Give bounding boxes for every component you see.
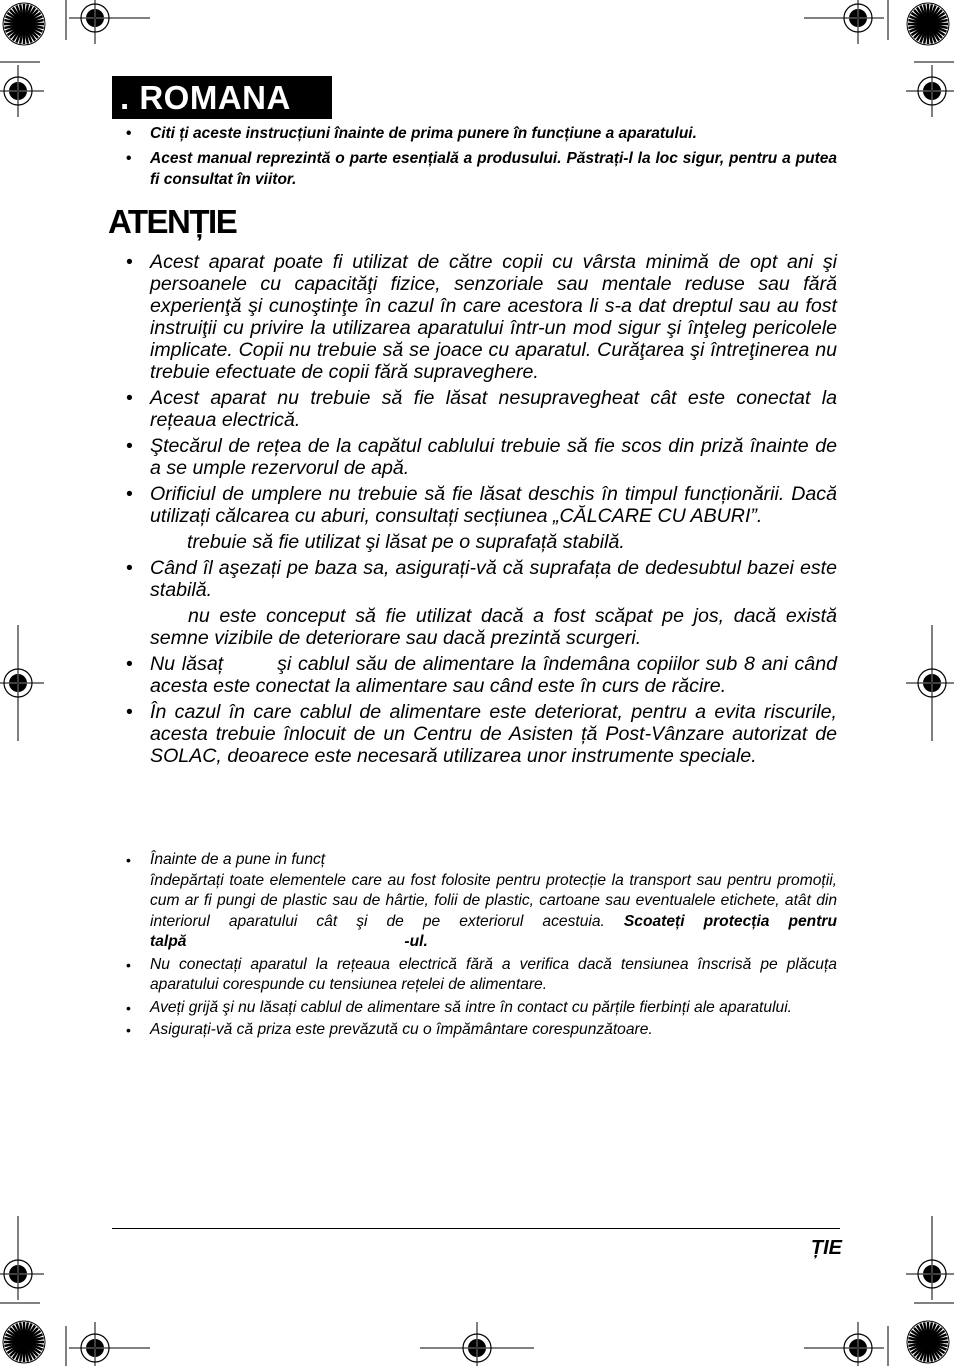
bullet-icon: • (126, 852, 131, 868)
bold-instruction: Scoateți protecția pentru talpă (150, 912, 837, 950)
bullet-icon: • (126, 999, 131, 1016)
starburst-target-icon (3, 3, 45, 45)
section-title: ATENȚIE (108, 203, 237, 240)
intro-bullets (112, 123, 837, 194)
starburst-target-icon (907, 1321, 949, 1363)
intro-text: Acest manual reprezintă o parte esențială a produsului. Păstrați-l la loc sigur, pentru a putea fi consultat în viitor. (150, 150, 837, 188)
list-item: • Înainte de a pune in funcț îndepărtați toate elementele care au fost folosite pentru protecție la transport sau pentru promoții, cum ar fi pungi de plastic sau de hârtie, folii de plastic, cartoane sau eventualele etichete, atât din interiorul aparatului cât şi de pe exteriorul acestuia. Scoateți protecția pentru talpă -ul. (126, 851, 837, 950)
language-banner: . ROMANA (112, 76, 332, 119)
footer-divider (112, 1228, 840, 1229)
bold-instruction-tail: -ul. (404, 933, 428, 950)
list-item: • Când îl aşezați pe baza sa, asigurați-vă că suprafața de dedesubtul bazei este stabilă. (126, 557, 837, 601)
bullet-icon: • (126, 653, 133, 675)
footer-label: ȚIE (810, 1237, 842, 1259)
bullet-icon: • (126, 557, 133, 579)
warning-list (112, 251, 843, 771)
list-item (112, 123, 837, 144)
bullet-icon: • (126, 251, 133, 273)
list-item: nu este conceput să fie utilizat dacă a fost scăpat pe jos, dacă există semne vizibile de deteriorare sau dacă prezintă scurgeri. (150, 605, 837, 649)
intro-text: Citi ți aceste instrucțiuni înainte de prima punere în funcțiune a aparatului. (150, 125, 697, 142)
list-item (112, 148, 837, 190)
starburst-target-icon (3, 1321, 45, 1363)
bullet-icon: • (126, 956, 131, 973)
bullet-icon: • (126, 125, 132, 142)
bullet-icon: • (126, 483, 133, 505)
list-item: • Ştecărul de rețea de la capătul cablului trebuie să fie scos din priză înainte de a se umple rezervorul de apă. (126, 435, 837, 479)
list-item: • Nu lăsaț şi cablul său de alimentare la îndemâna copiilor sub 8 ani când acesta este conectat la alimentare sau când este în curs de răcire. (126, 653, 843, 697)
list-item: trebuie să fie utilizat şi lăsat pe o suprafață stabilă. (187, 531, 625, 553)
list-item: • Acest aparat nu trebuie să fie lăsat nesupravegheat cât este conectat la rețeaua electrică. (126, 387, 837, 431)
notes-list (112, 850, 837, 1043)
bullet-icon: • (126, 701, 133, 723)
list-item: • Orificiul de umplere nu trebuie să fie lăsat deschis în timpul funcționării. Dacă utilizați călcarea cu aburi, consultați secțiunea „CĂLCARE CU ABURI”. (126, 483, 837, 527)
bullet-icon: • (126, 1022, 131, 1038)
starburst-target-icon (907, 3, 949, 45)
bullet-icon: • (126, 387, 133, 409)
list-item: • Acest aparat poate fi utilizat de către copii cu vârsta minimă de opt ani şi persoanele cu capacităţi fizice, senzoriale sau mentale reduse sau fără experienţă şi cunoştinţe în cazul în care acestora li s-a dat dreptul sau au fost instruiţii cu privire la utilizarea aparatului într-un mod sigur şi înţeleg pericolele implicate. Copii nu trebuie să se joace cu aparatul. Curăţarea şi întreţinerea nu trebuie efectuate de copii fără supraveghere. (126, 251, 837, 383)
list-item: • În cazul în care cablul de alimentare este deteriorat, pentru a evita riscurile, acesta trebuie înlocuit de un Centru de Asisten ță Post-Vânzare autorizat de SOLAC, deoarece este necesară utilizarea unor instrumente speciale. (126, 701, 837, 767)
list-item: • Asigurați-vă că priza este prevăzută cu o împământare corespunzătoare. (112, 1020, 837, 1041)
bullet-icon: • (126, 150, 132, 167)
list-item: • Aveți grijă şi nu lăsați cablul de alimentare să intre în contact cu părțile fierbinți ale aparatului. (112, 998, 837, 1019)
bullet-icon: • (126, 435, 133, 457)
list-item: • Nu conectați aparatul la rețeaua electrică fără a verifica dacă tensiunea înscrisă pe plăcuța aparatului corespunde cu tensiunea rețelei de alimentare. (126, 955, 837, 993)
